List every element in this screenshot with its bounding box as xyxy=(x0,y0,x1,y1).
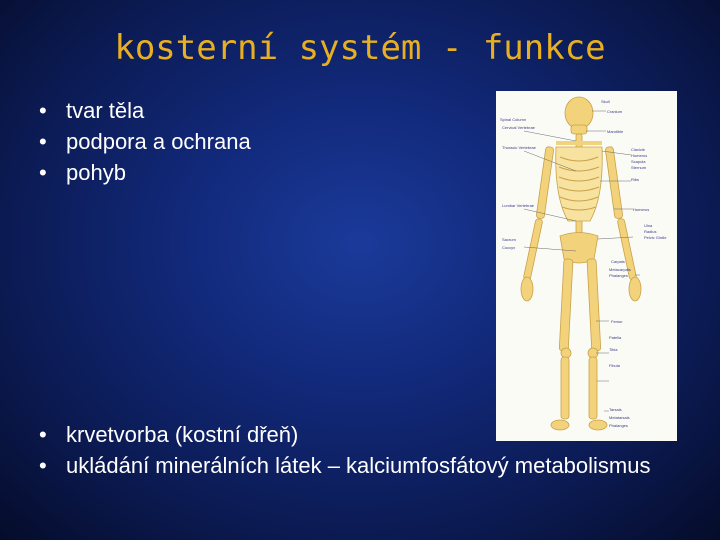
label-clavicle: Clavicle xyxy=(631,147,646,152)
label-humerus: Humerus xyxy=(633,207,650,212)
label-cervical: Cervical Vertebrae xyxy=(502,125,535,130)
bullet-list-bottom xyxy=(24,419,684,481)
bullet-text: pohyb xyxy=(66,160,126,185)
label-sternum: Sternum xyxy=(631,165,647,170)
label-humerus-top: Humerus xyxy=(631,153,648,158)
skeleton-illustration xyxy=(496,91,677,441)
label-spinal-column: Spinal Column xyxy=(500,117,527,122)
label-fibula: Fibula xyxy=(609,363,620,368)
label-coccyx: Coccyx xyxy=(502,245,516,250)
label-tibia: Tibia xyxy=(609,347,618,352)
label-mandible: Mandible xyxy=(607,129,624,134)
label-thoracic: Thoracic Vertebrae xyxy=(502,145,536,150)
bullet-glyph: • xyxy=(39,453,47,478)
bullet-item xyxy=(24,157,484,188)
label-phalanges: Phalanges xyxy=(609,273,628,278)
label-cranium: Cranium xyxy=(607,109,623,114)
label-ulna: Ulna xyxy=(644,223,653,228)
label-sacrum: Sacrum xyxy=(502,237,516,242)
bullet-text: podpora a ochrana xyxy=(66,129,251,154)
slide-title: kosterní systém - funkce xyxy=(114,28,606,68)
bullet-list-top xyxy=(24,95,484,188)
bullet-text: tvar těla xyxy=(66,98,145,123)
skeleton-figure xyxy=(496,91,677,441)
bullet-item xyxy=(24,450,684,481)
label-skull: Skull xyxy=(601,99,610,104)
label-pelvic: Pelvic Girdle xyxy=(644,235,667,240)
label-metatarsals: Metatarsals xyxy=(609,415,630,420)
bullet-glyph: • xyxy=(39,98,47,123)
bullet-item xyxy=(24,95,484,126)
label-patella: Patella xyxy=(609,335,622,340)
label-ribs: Ribs xyxy=(631,177,640,182)
bullet-glyph: • xyxy=(39,422,47,447)
label-scapula: Scapula xyxy=(631,159,646,164)
label-tarsals: Tarsals xyxy=(609,407,622,412)
bullet-glyph: • xyxy=(39,129,47,154)
label-femur: Femur xyxy=(611,319,623,324)
bullet-text: ukládání minerálních látek – kalciumfosfátový metabolismus xyxy=(66,453,651,478)
label-lumbar: Lumbar Vertebrae xyxy=(502,203,535,208)
label-metacarpals: Metacarpals xyxy=(609,267,631,272)
bullet-glyph: • xyxy=(39,160,47,185)
bullet-item xyxy=(24,419,684,450)
label-radius: Radius xyxy=(644,229,657,234)
bullet-text: krvetvorba (kostní dřeň) xyxy=(66,422,299,447)
label-carpals: Carpals xyxy=(611,259,625,264)
bullet-item xyxy=(24,126,484,157)
label-phalanges-foot: Phalanges xyxy=(609,423,628,428)
